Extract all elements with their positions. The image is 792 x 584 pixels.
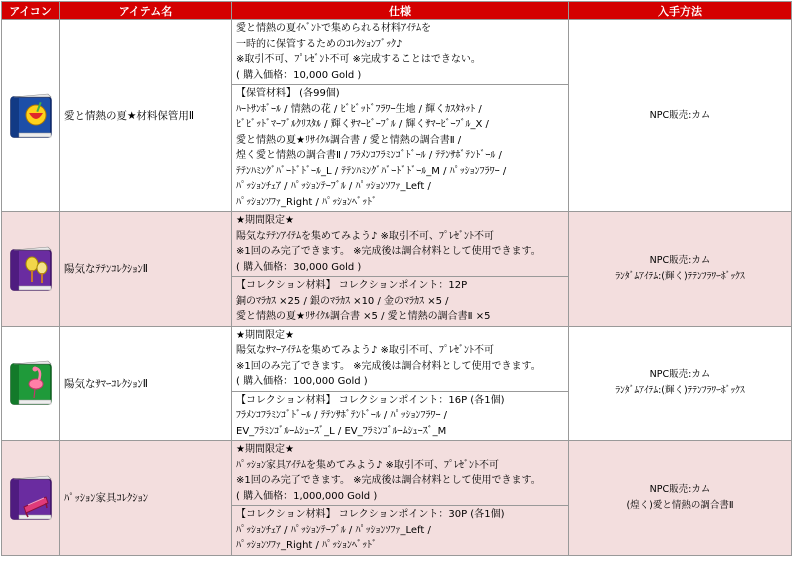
table-row xyxy=(2,20,792,212)
table-row xyxy=(2,212,792,327)
spec-line: ( 購入価格：1,000,000 Gold ) xyxy=(236,490,378,502)
item-name: ﾊﾟｯｼｮﾝ家具ｺﾚｸｼｮﾝ xyxy=(60,441,232,556)
icon-cell xyxy=(2,212,60,327)
method-line: NPC販売:カム xyxy=(649,109,711,121)
spec-line: 【コレクション材料】 コレクションポイント：16P (各1個) xyxy=(236,394,505,406)
icon-cell xyxy=(2,441,60,556)
method-cell xyxy=(569,212,792,327)
purple-book-furniture-icon xyxy=(8,473,54,523)
spec-line: 【コレクション材料】 コレクションポイント：12P xyxy=(236,280,468,291)
spec-block xyxy=(232,441,568,505)
spec-block xyxy=(232,20,568,84)
spec-line: 煌く愛と情熱の調合書Ⅱ / ﾌﾗﾒﾝｺﾌﾗﾐﾝｺﾞﾄﾞｰﾙ / ﾃﾃﾝｻﾎﾞﾃﾝﾄﾞｰﾙ / xyxy=(236,150,502,161)
table-row xyxy=(2,441,792,556)
spec-block xyxy=(232,327,568,391)
table-row xyxy=(2,326,792,441)
method-line: (煌く)愛と情熱の調合書Ⅱ xyxy=(626,499,734,511)
spec-cell xyxy=(232,20,569,212)
spec-line: ﾃﾃﾝﾊﾐﾝｸﾞﾊﾞｰﾄﾞﾄﾞｰﾙ_L / ﾃﾃﾝﾊﾐﾝｸﾞﾊﾞｰﾄﾞﾄﾞｰﾙ_M / ﾊﾟｯｼｮﾝﾌﾗﾜｰ / xyxy=(236,165,507,177)
spec-block xyxy=(232,505,568,555)
item-table xyxy=(1,1,792,556)
item-name: 陽気なｻﾏｰｺﾚｸｼｮﾝⅡ xyxy=(60,326,232,441)
spec-line: 陽気なｻﾏｰｱｲﾃﾑを集めてみよう♪ ※取引不可、ﾌﾟﾚｾﾞﾝﾄ不可 xyxy=(236,345,494,356)
spec-cell xyxy=(232,441,569,556)
spec-line: ﾊﾟｯｼｮﾝｿﾌｧ_Right / ﾊﾟｯｼｮﾝﾍﾞｯﾄﾞ xyxy=(236,196,378,208)
spec-line: ※1回のみ完了できます。 ※完成後は調合材料として使用できます。 xyxy=(236,246,541,257)
method-line: ﾗﾝﾀﾞﾑｱｲﾃﾑ:(輝く)ﾃﾃﾝﾌﾗﾜｰﾎﾞｯｸｽ xyxy=(615,385,745,397)
table-header-row xyxy=(2,2,792,20)
method-cell xyxy=(569,20,792,212)
spec-cell xyxy=(232,212,569,327)
spec-line: ★期間限定★ xyxy=(236,215,294,226)
spec-line: ( 購入価格：100,000 Gold ) xyxy=(236,376,368,387)
spec-line: 【保管材料】 (各99個) xyxy=(236,88,340,99)
method-cell xyxy=(569,326,792,441)
spec-line: 陽気なﾃﾃﾝｱｲﾃﾑを集めてみよう♪ ※取引不可、ﾌﾟﾚｾﾞﾝﾄ不可 xyxy=(236,230,494,242)
spec-block xyxy=(232,276,568,326)
spec-line: ﾊﾟｯｼｮﾝ家具ｱｲﾃﾑを集めてみよう♪ ※取引不可、ﾌﾟﾚｾﾞﾝﾄ不可 xyxy=(236,459,499,471)
spec-line: 【コレクション材料】 コレクションポイント：30P (各1個) xyxy=(236,509,505,520)
item-name: 陽気なﾃﾃﾝｺﾚｸｼｮﾝⅡ xyxy=(60,212,232,327)
method-line: ﾗﾝﾀﾞﾑｱｲﾃﾑ:(輝く)ﾃﾃﾝﾌﾗﾜｰﾎﾞｯｸｽ xyxy=(615,270,745,282)
spec-line: 愛と情熱の夏★ﾘｻｲｸﾙ調合書 / 愛と情熱の調合書Ⅱ / xyxy=(236,134,462,146)
spec-line: ※取引不可、ﾌﾟﾚｾﾞﾝﾄ不可 ※完成することはできない。 xyxy=(236,54,481,65)
spec-line: 愛と情熱の夏★ﾘｻｲｸﾙ調合書 ×5 / 愛と情熱の調合書Ⅱ ×5 xyxy=(236,311,491,322)
icon-cell xyxy=(2,20,60,212)
header-method: 入手方法 xyxy=(569,2,792,20)
green-book-flamingo-icon xyxy=(8,358,54,408)
item-name: 愛と情熱の夏★材料保管用Ⅱ xyxy=(60,20,232,212)
spec-cell xyxy=(232,326,569,441)
spec-line: ( 購入価格：30,000 Gold ) xyxy=(236,261,362,273)
spec-line: ﾊｰﾄｻﾝﾎﾞｰﾙ / 情熱の花 / ﾋﾞﾋﾞｯﾄﾞﾌﾗﾜｰ生地 / 輝くｶｽﾀﾈｯﾄ / xyxy=(236,103,482,115)
spec-line: ※1回のみ完了できます。 ※完成後は調合材料として使用できます。 xyxy=(236,360,541,372)
icon-cell xyxy=(2,326,60,441)
spec-line: EV_ﾌﾗﾐﾝｺﾞﾙｰﾑｼｭｰｽﾞ_L / EV_ﾌﾗﾐﾝｺﾞﾙｰﾑｼｭｰｽﾞ_M xyxy=(236,425,447,437)
spec-line: ﾊﾟｯｼｮﾝﾁｪｱ / ﾊﾟｯｼｮﾝﾃｰﾌﾞﾙ / ﾊﾟｯｼｮﾝｿﾌｧ_Left / xyxy=(236,181,431,192)
spec-line: ﾌﾗﾒﾝｺﾌﾗﾐﾝｺﾞﾄﾞｰﾙ / ﾃﾃﾝｻﾎﾞﾃﾝﾄﾞｰﾙ / ﾊﾟｯｼｮﾝﾌﾗﾜｰ / xyxy=(236,410,448,421)
spec-line: ★期間限定★ xyxy=(236,444,294,455)
method-cell xyxy=(569,441,792,556)
header-spec: 仕様 xyxy=(232,2,569,20)
spec-line: ﾊﾟｯｼｮﾝｿﾌｧ_Right / ﾊﾟｯｼｮﾝﾍﾞｯﾄﾞ xyxy=(236,540,378,551)
header-name: アイテム名 xyxy=(60,2,232,20)
method-line: NPC販売:カム xyxy=(649,369,711,381)
spec-line: ﾊﾟｯｼｮﾝﾁｪｱ / ﾊﾟｯｼｮﾝﾃｰﾌﾞﾙ / ﾊﾟｯｼｮﾝｿﾌｧ_Left / xyxy=(236,524,431,536)
spec-block xyxy=(232,391,568,441)
purple-book-maracas-icon xyxy=(8,244,54,294)
spec-line: ( 購入価格：10,000 Gold ) xyxy=(236,69,362,81)
spec-block xyxy=(232,84,568,211)
spec-line: 銅のﾏﾗｶｽ ×25 / 銀のﾏﾗｶｽ ×10 / 金のﾏﾗｶｽ ×5 / xyxy=(236,295,449,307)
spec-block xyxy=(232,212,568,276)
blue-book-drink-icon xyxy=(8,91,54,141)
spec-line: 一時的に保管するためのｺﾚｸｼｮﾝﾌﾞｯｸ♪ xyxy=(236,38,403,50)
spec-line: 愛と情熱の夏ｲﾍﾞﾝﾄで集められる材料ｱｲﾃﾑを xyxy=(236,23,431,34)
spec-line: ★期間限定★ xyxy=(236,329,294,341)
method-line: NPC販売:カム xyxy=(649,483,711,495)
spec-line: ﾋﾞﾋﾞｯﾄﾞﾏｰﾌﾞﾙｸﾘｽﾀﾙ / 輝くｻﾏｰﾋﾞｰﾌﾞﾙ / 輝くｻﾏｰﾋﾞｰﾌﾞﾙ_X / xyxy=(236,119,489,130)
method-line: NPC販売:カム xyxy=(649,254,711,266)
header-icon: アイコン xyxy=(2,2,60,20)
spec-line: ※1回のみ完了できます。 ※完成後は調合材料として使用できます。 xyxy=(236,475,541,486)
